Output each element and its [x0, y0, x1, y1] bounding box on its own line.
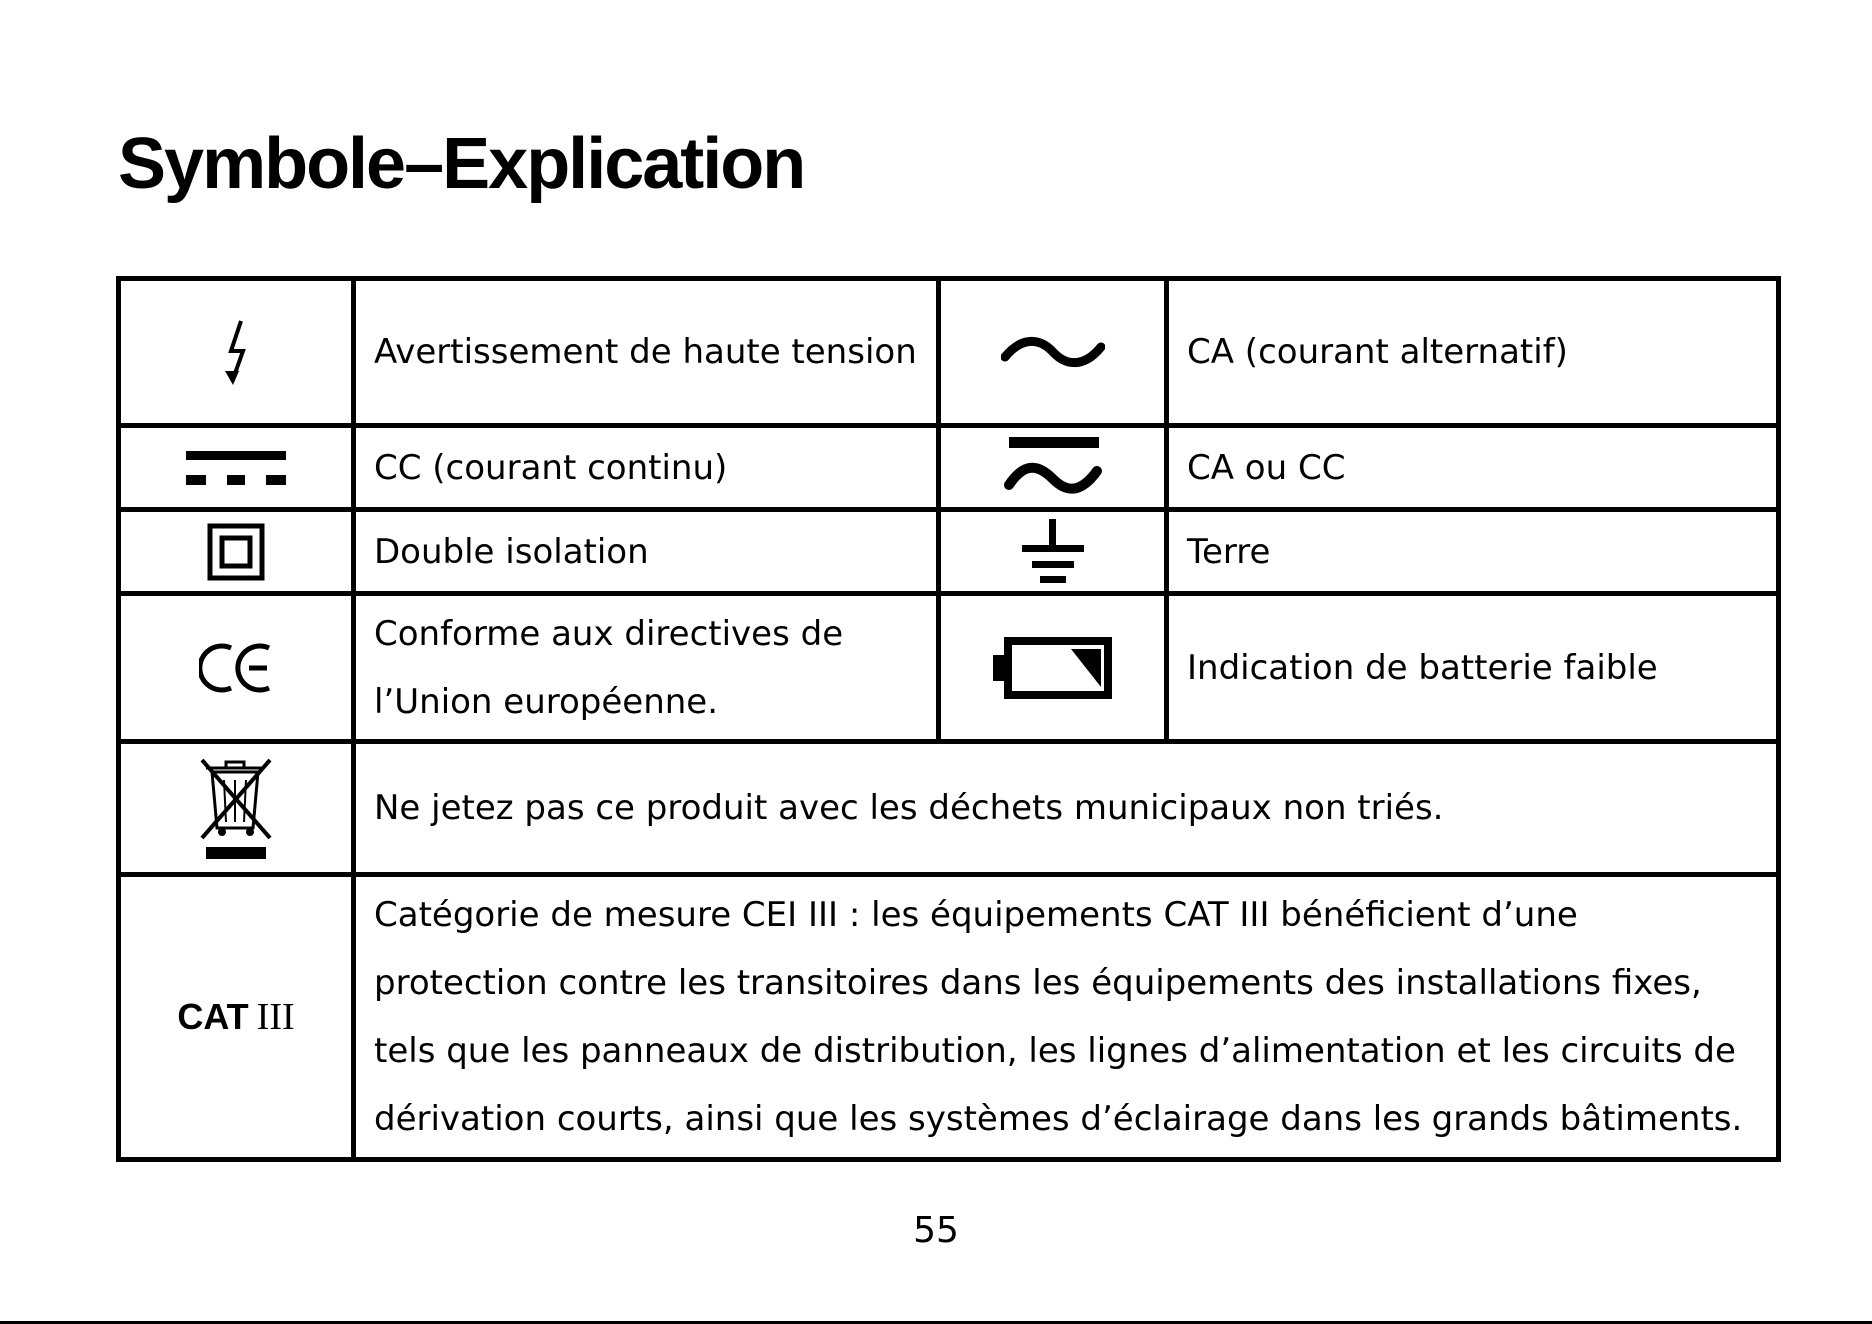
dc-icon	[184, 447, 288, 489]
table-row	[119, 742, 1779, 875]
ac-dc-icon	[1003, 435, 1103, 501]
page-title: Symbole–Explication	[118, 124, 805, 204]
description-cell: Ne jetez pas ce produit avec les déchets municipaux non triés.	[354, 742, 1779, 875]
symbol-table	[116, 276, 1781, 1162]
description-line: l’Union européenne.	[374, 681, 719, 722]
description-cell: Terre	[1167, 510, 1779, 594]
double-insulation-icon	[207, 523, 265, 581]
description-cell: CA ou CC	[1167, 426, 1779, 510]
symbol-cell	[119, 875, 354, 1160]
description-line: Catégorie de mesure CEI III : les équipements CAT III bénéficient d’une	[374, 895, 1578, 935]
description-line: protection contre les transitoires dans les équipements des installations fixes,	[374, 963, 1702, 1003]
description-line: Conforme aux directives de	[374, 613, 844, 654]
low-battery-icon	[993, 637, 1113, 699]
description-cell: CA (courant alternatif)	[1167, 279, 1779, 426]
symbol-cell	[119, 594, 354, 742]
table-row	[119, 594, 1779, 742]
description-cell: CC (courant continu)	[354, 426, 939, 510]
description-line: tels que les panneaux de distribution, les lignes d’alimentation et les circuits de	[374, 1031, 1736, 1071]
description-line: dérivation courts, ainsi que les systèmes d’éclairage dans les grands bâtiments.	[374, 1099, 1743, 1139]
cat-roman-numeral: III	[256, 995, 295, 1038]
symbol-cell	[119, 426, 354, 510]
symbol-cell	[939, 279, 1167, 426]
symbol-cell	[939, 510, 1167, 594]
description-cell: Double isolation	[354, 510, 939, 594]
symbol-cell	[119, 742, 354, 875]
cat-label: CAT	[177, 995, 249, 1037]
ce-mark-icon	[199, 642, 273, 694]
symbol-cell	[939, 426, 1167, 510]
weee-bin-icon	[198, 756, 274, 860]
table-row	[119, 510, 1779, 594]
page-number: 55	[913, 1210, 959, 1251]
symbol-cell	[119, 279, 354, 426]
ground-icon	[1018, 519, 1088, 585]
symbol-cell	[119, 510, 354, 594]
description-cell: Indication de batterie faible	[1167, 594, 1779, 742]
ac-icon	[1001, 335, 1105, 369]
description-cell	[354, 875, 1779, 1160]
table-row	[119, 875, 1779, 1160]
description-cell	[354, 594, 939, 742]
symbol-cell	[939, 594, 1167, 742]
high-voltage-icon	[219, 317, 253, 387]
description-cell: Avertissement de haute tension	[354, 279, 939, 426]
table-row	[119, 426, 1779, 510]
table-row	[119, 279, 1779, 426]
